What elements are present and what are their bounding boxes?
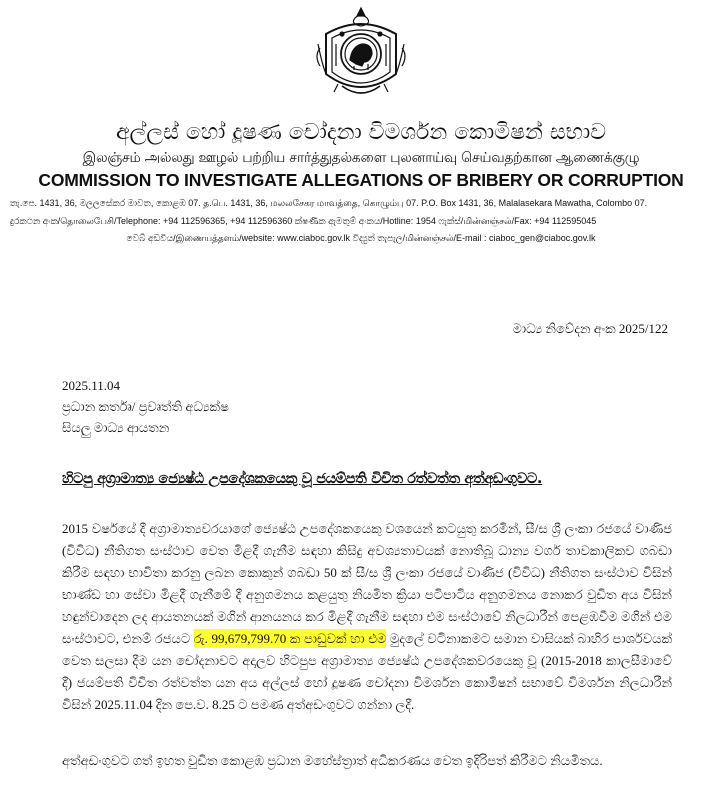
commission-title-english: COMMISSION TO INVESTIGATE ALLEGATIONS OF BRIBERY OR CORRUPTION bbox=[38, 170, 684, 190]
postal-address: තැ.පෙ. 1431, 36, මලලසේකර මාවත, කොළඹ 07. த.பெ. 1431, 36, மலலசேகர மாவத்தை, கொழும்பு 07. P.O. Box 1431, 36, Malalasekara Mawatha, Colombo 07. bbox=[10, 198, 648, 208]
closing-statement: අත්අඩංගුවට ගත් ඉහත වුඩිත කොළඹ ප්‍රධාන මහේස්ත්‍රාත් අධිකරණය වෙත ඉදිරිපත් කිරීමට නියමිතය. bbox=[62, 753, 603, 768]
release-date: 2025.11.04 bbox=[62, 378, 121, 393]
body-text-part-1: 2015 වර්ෂයේ දී අග්‍රාමාත්‍යවරයාගේ ජ්‍යෙෂ්ඨ උපදේශකයෙකු වශයෙන් කටයුතු කරමින්, සී/ස ශ්‍රී ලංකා රජයේ වාණිජ (විවිධ) නීතිගත සංස්ථාව වෙත මිළදී ගැනීම සඳහා කිසිදු අවශ්‍යතාවයක් නොතිබූ ධාන්‍ය වර්ග තාවකාලිකව ගබඩා කිරීම සඳහා භාවිතා කරනු ලබන කොකුන් ගබඩා 50 ක් සී/ස ශ්‍රී ලංකා රජයේ වාණිජ (විවිධ) නීතිගත සංස්ථාව විසින් භාණ්ඩ හා සේවා මිළදී ගැනීමේ දී අනුගමනය කළයුතු නියමිත ක්‍රියා පටිපාටිය අනුගමනය නොකර වුඩිත අය විසින් හඳුන්වාදෙන ලද ආයතනයක් මගින් ආනයනය කර මිළදී ගැනීම සඳහා එම සංස්ථාවේ නිලධාරීන් පෙළඹවීම මගින් එම සංස්ථාවට, එනම් රජයට bbox=[62, 521, 672, 646]
contact-numbers: දුරකථන අංක/தொலைபேசி/Telephone: +94 112596365, +94 112596360 ක්ෂණික ඇමතුම් අංකය/Hotline: 1954 ෆැක්ස්/மின்னஞ்சல்/Fax: +94 112595045 bbox=[10, 216, 597, 226]
recipient-media: සියලු මාධ්‍ය ආයතන bbox=[62, 420, 170, 435]
web-and-email: වෙබ් අඩවිය/இணையத்தளம்/website: www.ciaboc.gov.lk විද්‍යුත් තැපැල/மின்னஞ்சல்/E-mail : ciaboc_gen@ciaboc.gov.lk bbox=[126, 233, 596, 243]
media-release-number: මාධ්‍ය නිවේදන අංක 2025/122 bbox=[512, 321, 668, 336]
commission-title-tamil: இலஞ்சம் அல்லது ஊழல் பற்றிய சார்த்துதல்களை புலனாய்வு செய்வதற்கான ஆணைக்குழு bbox=[82, 150, 640, 166]
release-heading: හිටපු අග්‍රාමාත්‍ය ජ්‍යෙෂ්ඨ උපදේශකයෙකු වූ ජයම්පති විචිත රත්වත්ත අත්අඩංගුවට. bbox=[62, 471, 543, 487]
highlighted-loss-amount: රු. 99,679,799.70 ක පාඩුවක් හා එම bbox=[193, 631, 387, 646]
recipient-editor: ප්‍රධාන කර්තෘ/ ප්‍රවෘත්ති අධ්‍යක්ෂ bbox=[62, 399, 229, 414]
release-body bbox=[62, 518, 672, 716]
body-text-part-2: මුදලේ වටිනාකමට සමාන වාසියක් බාහිර පාර්ශවයක් වෙත සලසා දීම යන චෝදනාවට අදාලව හිටපුප අග්‍රාමාත්‍ය ජ්‍යෙෂ්ඨ උපදේශකවරයෙකු වූ (2015-2018 කාලසීමාවේ දී) ජයම්පති විචිත රත්වත්ත යන අය අල්ලස් හෝ දූෂණ චෝදනා විමර්ශන කොමිෂන් සභාවේ විමර්ශන නිලධාරීන් විසින් 2025.11.04 දින පෙ.ව. 8.25 ට පමණ අත්අඩංගුවට ගන්නා ලදී. bbox=[62, 631, 672, 712]
commission-title-sinhala: අල්ලස් හෝ දූෂණ චෝදනා විමර්ශන කොමිෂන් සභාව bbox=[115, 120, 607, 145]
government-emblem-icon bbox=[312, 4, 410, 104]
